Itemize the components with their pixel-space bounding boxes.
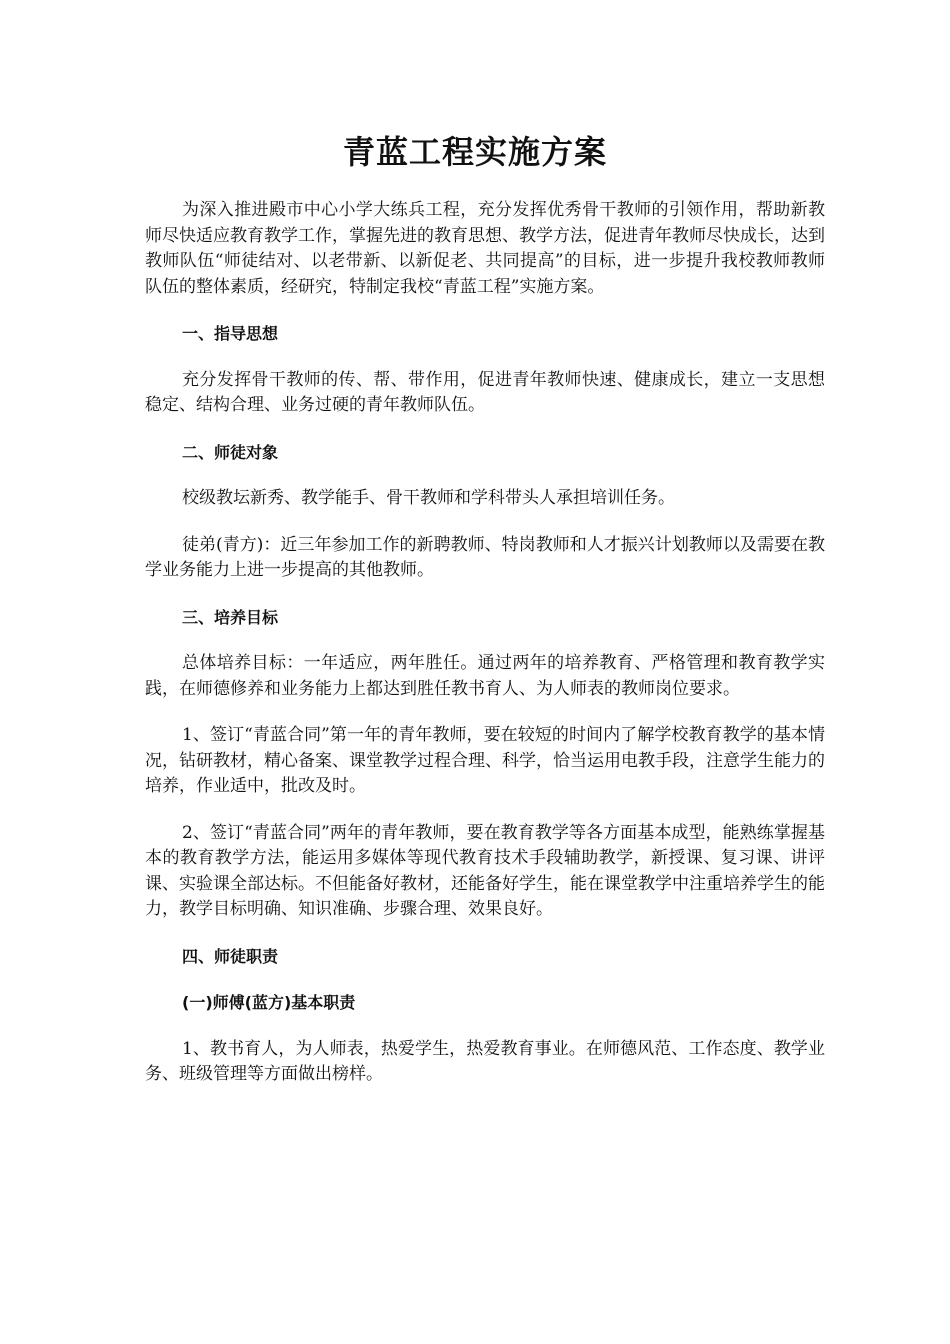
mentor-duties-paragraph-1: 1、教书育人，为人师表，热爱学生，热爱教育事业。在师德风范、工作态度、教学业务、班级管理等方面做出榜样。 bbox=[145, 1038, 825, 1084]
training-goals-paragraph-2: 1、签订“青蓝合同”第一年的青年教师，要在较短的时间内了解学校教育教学的基本情况，钻研教材，精心备案、课堂教学过程合理、科学，恰当运用电教手段，注意学生能力的培养，作业适中，批改及时。 bbox=[145, 725, 825, 796]
guiding-ideology-paragraph: 充分发挥骨干教师的传、帮、带作用，促进青年教师快速、健康成长，建立一支思想稳定、结构合理、业务过硬的青年教师队伍。 bbox=[145, 369, 825, 415]
mentor-targets-paragraph-2: 徒弟(青方)：近三年参加工作的新聘教师、特岗教师和人才振兴计划教师以及需要在教学业务能力上进一步提高的其他教师。 bbox=[145, 534, 825, 580]
intro-paragraph: 为深入推进殿市中心小学大练兵工程，充分发挥优秀骨干教师的引领作用，帮助新教师尽快适应教育教学工作，掌握先进的教育思想、教学方法，促进青年教师尽快成长，达到教师队伍“师徒结对、以老带新、以新促老、共同提高”的目标，进一步提升我校教师教师队伍的整体素质，经研究，特制定我校“青蓝工程”实施方案。 bbox=[145, 200, 825, 297]
mentor-targets-paragraph-1: 校级教坛新秀、教学能手、骨干教师和学科带头人承担培训任务。 bbox=[182, 488, 675, 508]
training-goals-paragraph-3: 2、签订“青蓝合同”两年的青年教师，要在教育教学等各方面基本成型，能熟练掌握基本的教育教学方法，能运用多媒体等现代教育技术手段辅助教学，新授课、复习课、讲评课、实验课全部达标。不但能备好教材，还能备好学生，能在课堂教学中注重培养学生的能力，教学目标明确、知识准确、步骤合理、效果良好。 bbox=[145, 822, 825, 919]
document-title: 青蓝工程实施方案 bbox=[342, 133, 607, 171]
document-body bbox=[145, 198, 825, 1088]
section-heading-mentor-targets: 二、师徒对象 bbox=[182, 442, 279, 462]
training-goals-paragraph-1: 总体培养目标：一年适应，两年胜任。通过两年的培养教育、严格管理和教育教学实践，在师德修养和业务能力上都达到胜任教书育人、为人师表的教师岗位要求。 bbox=[145, 653, 825, 699]
section-heading-training-goals: 三、培养目标 bbox=[182, 607, 279, 627]
section-heading-responsibilities: 四、师徒职责 bbox=[182, 946, 279, 966]
subheading-mentor-duties: (一)师傅(蓝方)基本职责 bbox=[182, 993, 356, 1012]
section-heading-guiding-ideology: 一、指导思想 bbox=[182, 324, 279, 343]
